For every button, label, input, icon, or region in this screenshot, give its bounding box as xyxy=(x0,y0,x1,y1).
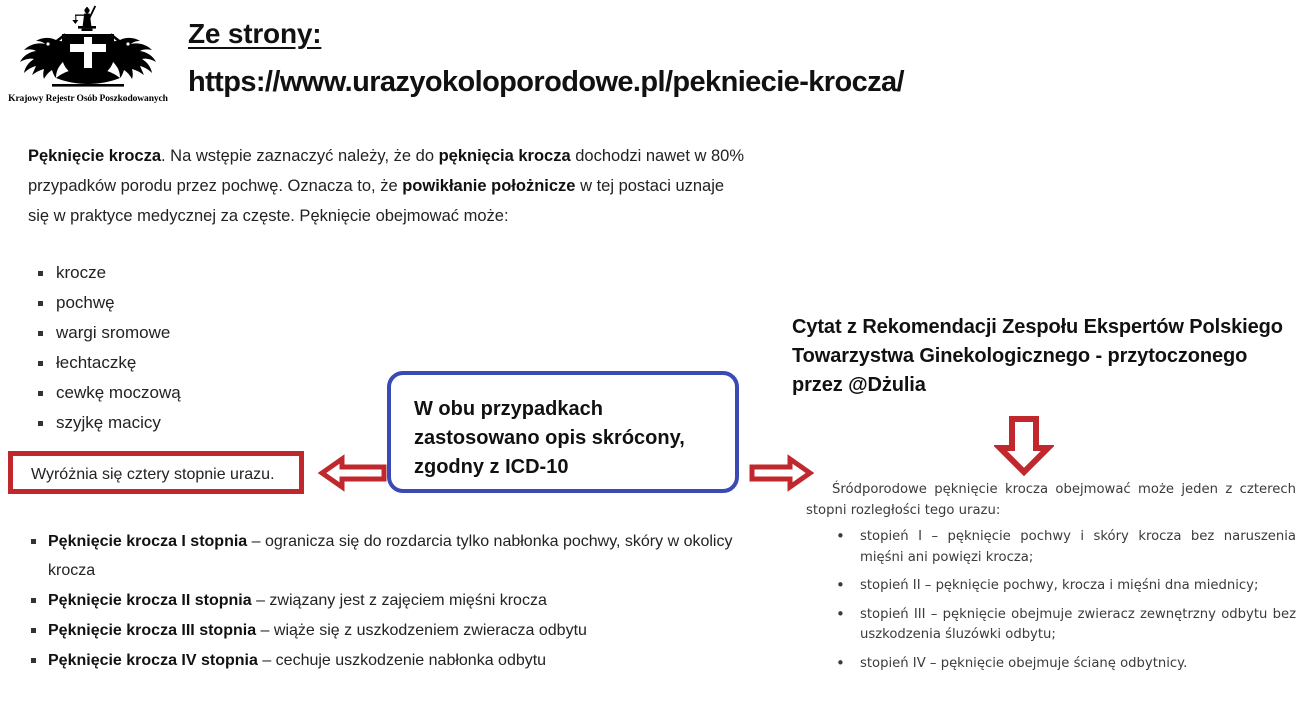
list-item xyxy=(26,527,750,585)
icd10-callout-box xyxy=(387,371,739,493)
list-item xyxy=(26,586,750,615)
source-url: https://www.urazyokoloporodowe.pl/pekniecie-krocza/ xyxy=(188,66,904,98)
coat-of-arms-icon xyxy=(8,4,168,96)
quote-degrees-list xyxy=(806,527,1296,674)
degree-term: Pęknięcie krocza IV stopnia xyxy=(48,652,258,669)
degree-term: Pęknięcie krocza II stopnia xyxy=(48,592,252,609)
degree-desc: – cechuje uszkodzenie nabłonka odbytu xyxy=(257,652,547,669)
list-item: cewkę moczową xyxy=(30,378,370,408)
list-item: łechtaczkę xyxy=(30,348,370,378)
degree-desc: – wiąże się z uszkodzeniem zwieracza odbytu xyxy=(256,622,587,639)
arrow-down-icon xyxy=(994,414,1054,476)
degree-desc: – związany jest z zajęciem mięśni krocza xyxy=(251,592,547,609)
intro-paragraph: Pęknięcie krocza. Na wstępie zaznaczyć należy, że do pęknięcia krocza dochodzi nawet w 80% przypadków porodu przez pochwę. Oznacza to, że powikłanie położnicze w tej postaci uznaje się w praktyce medycznej za częste. Pęknięcie obejmować może: xyxy=(28,147,745,225)
quote-block xyxy=(806,480,1296,682)
list-item: szyjkę macicy xyxy=(30,408,370,438)
injury-degrees-list xyxy=(26,527,750,676)
arrow-left-icon xyxy=(318,452,388,494)
source-label: Ze strony: xyxy=(188,18,322,49)
degree-term: Pęknięcie krocza III stopnia xyxy=(48,622,257,639)
degrees-note-text: Wyróżnia się cztery stopnie urazu. xyxy=(31,466,275,483)
list-item: • stopień I – pęknięcie pochwy i skóry krocza bez naruszenia mięśni ani powięzi krocza; xyxy=(834,527,1296,568)
list-item: • stopień III – pęknięcie obejmuje zwieracz zewnętrzny odbytu bez uszkodzenia śluzówki odbytu; xyxy=(834,605,1296,646)
list-item: pochwę xyxy=(30,288,370,318)
degrees-note-highlight-box xyxy=(8,451,304,494)
list-item: wargi sromowe xyxy=(30,318,370,348)
list-item xyxy=(26,646,750,675)
degree-term: Pęknięcie krocza I stopnia xyxy=(48,533,248,550)
quote-heading: Cytat z Rekomendacji Zespołu Ekspertów Polskiego Towarzystwa Ginekologicznego - przytoczonego przez @Dżulia xyxy=(792,316,1283,396)
list-item: krocze xyxy=(30,258,370,288)
organization-logo xyxy=(8,4,168,112)
affected-parts-list xyxy=(30,258,370,438)
list-item xyxy=(26,616,750,645)
quote-intro-text: Śródporodowe pęknięcie krocza obejmować może jeden z czterech stopni rozległości tego urazu: xyxy=(806,482,1296,518)
logo-caption: Krajowy Rejestr Osób Poszkodowanych xyxy=(8,94,168,104)
arrow-right-icon xyxy=(748,452,814,494)
list-item: • stopień IV – pęknięcie obejmuje ścianę odbytnicy. xyxy=(834,654,1296,675)
icd10-callout-text: W obu przypadkach zastosowano opis skrócony, zgodny z ICD-10 xyxy=(414,398,685,478)
degree-desc: – ogranicza się do rozdarcia tylko nabłonka pochwy, skóry w okolicy krocza xyxy=(48,533,733,579)
list-item: • stopień II – pęknięcie pochwy, krocza i mięśni dna miednicy; xyxy=(834,576,1296,597)
